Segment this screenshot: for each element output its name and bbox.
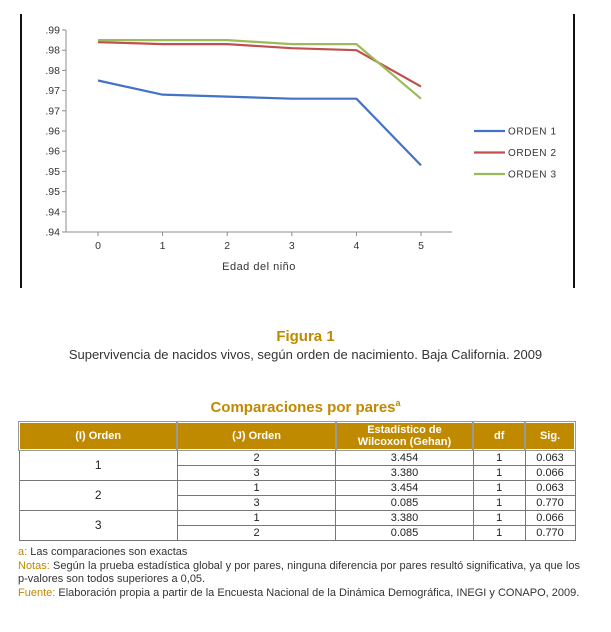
header-sig: Sig. [525,422,575,450]
header-j-orden: (J) Orden [177,422,335,450]
comparisons-table [18,421,576,541]
df-cell: 1 [473,465,525,480]
table-row [19,480,575,495]
stat-cell: 3.454 [336,480,474,495]
x-tick-label: 4 [353,240,360,252]
stat-cell: 3.380 [336,510,474,525]
j-cell: 3 [177,465,335,480]
sig-cell: 0.770 [525,495,575,510]
header-statistic [336,422,474,450]
legend-label-orden-2: ORDEN 2 [508,148,557,159]
header-df: df [473,422,525,450]
y-tick-label: .95 [45,165,60,178]
y-tick-label: .98 [45,64,60,77]
notes [18,546,580,600]
j-cell: 2 [177,525,335,540]
x-tick-label: 1 [159,240,166,252]
note-fuente [18,587,580,601]
sig-cell: 0.063 [525,480,575,495]
note-a-label: a: [18,546,28,558]
legend-label-orden-1: ORDEN 1 [508,126,557,138]
sig-cell: 0.066 [525,465,575,480]
x-tick-label: 2 [224,240,231,252]
y-tick-label: .96 [45,125,60,138]
note-a-text: Las comparaciones son exactas [27,546,188,558]
j-cell: 3 [177,495,335,510]
j-cell: 1 [177,510,335,525]
header-statistic-line1: Estadístico de [367,424,442,436]
figure-caption: Supervivencia de nacidos vivos, según orden de nacimiento. Baja California. 2009 [68,347,543,362]
y-tick-label: .97 [45,105,60,118]
table-header-row [19,422,575,450]
x-axis-label: Edad del niño [222,261,296,273]
header-i-orden: (I) Orden [19,422,177,450]
y-tick-label: .98 [45,44,60,57]
y-tick-label: .97 [45,85,60,98]
df-cell: 1 [473,450,525,465]
table-heading-text: Comparaciones por pares [210,399,396,416]
sig-cell: 0.063 [525,450,575,465]
group-i-cell: 2 [19,480,177,510]
chart-frame [20,14,575,288]
note-fuente-label: Fuente: [18,586,56,599]
note-notas-text: Según la prueba estadística global y por pares, ninguna diferencia por pares resultó significativa, ya que los p-valores son todos superiores a 0,05. [18,559,580,585]
series-line-orden-1 [98,81,421,166]
legend-label-orden-3: ORDEN 3 [508,169,557,181]
line-chart [22,14,577,288]
table-row [19,450,575,465]
y-tick-label: .94 [45,226,60,239]
series-line-orden-2 [98,42,421,86]
note-a [18,546,580,560]
j-cell: 2 [177,450,335,465]
table-heading-superscript: a [395,398,401,408]
df-cell: 1 [473,510,525,525]
stat-cell: 3.380 [336,465,474,480]
y-tick-label: .99 [45,24,60,37]
note-fuente-text: Elaboración propia a partir de la Encuesta Nacional de la Dinámica Demográfica, INEGI y CONAPO, 2009. [55,586,580,599]
stat-cell: 3.454 [336,450,474,465]
group-i-cell: 1 [19,450,177,480]
df-cell: 1 [473,480,525,495]
sig-cell: 0.066 [525,510,575,525]
x-tick-label: 5 [418,240,424,252]
y-tick-label: .94 [45,206,60,219]
stat-cell: 0.085 [336,495,474,510]
j-cell: 1 [177,480,335,495]
table-heading [0,398,611,416]
y-tick-label: .96 [45,145,60,158]
group-i-cell: 3 [19,510,177,540]
x-tick-label: 3 [288,240,295,252]
table-row [19,510,575,525]
y-tick-label: .95 [45,186,60,199]
series-line-orden-3 [98,40,421,99]
stat-cell: 0.085 [336,525,474,540]
x-tick-label: 0 [95,240,101,252]
df-cell: 1 [473,495,525,510]
figure-title: Figura 1 [276,328,335,345]
sig-cell: 0.770 [525,525,575,540]
note-notas-label: Notas: [18,559,50,572]
header-statistic-line2: Wilcoxon (Gehan) [357,436,452,448]
note-notas [18,560,580,587]
df-cell: 1 [473,525,525,540]
